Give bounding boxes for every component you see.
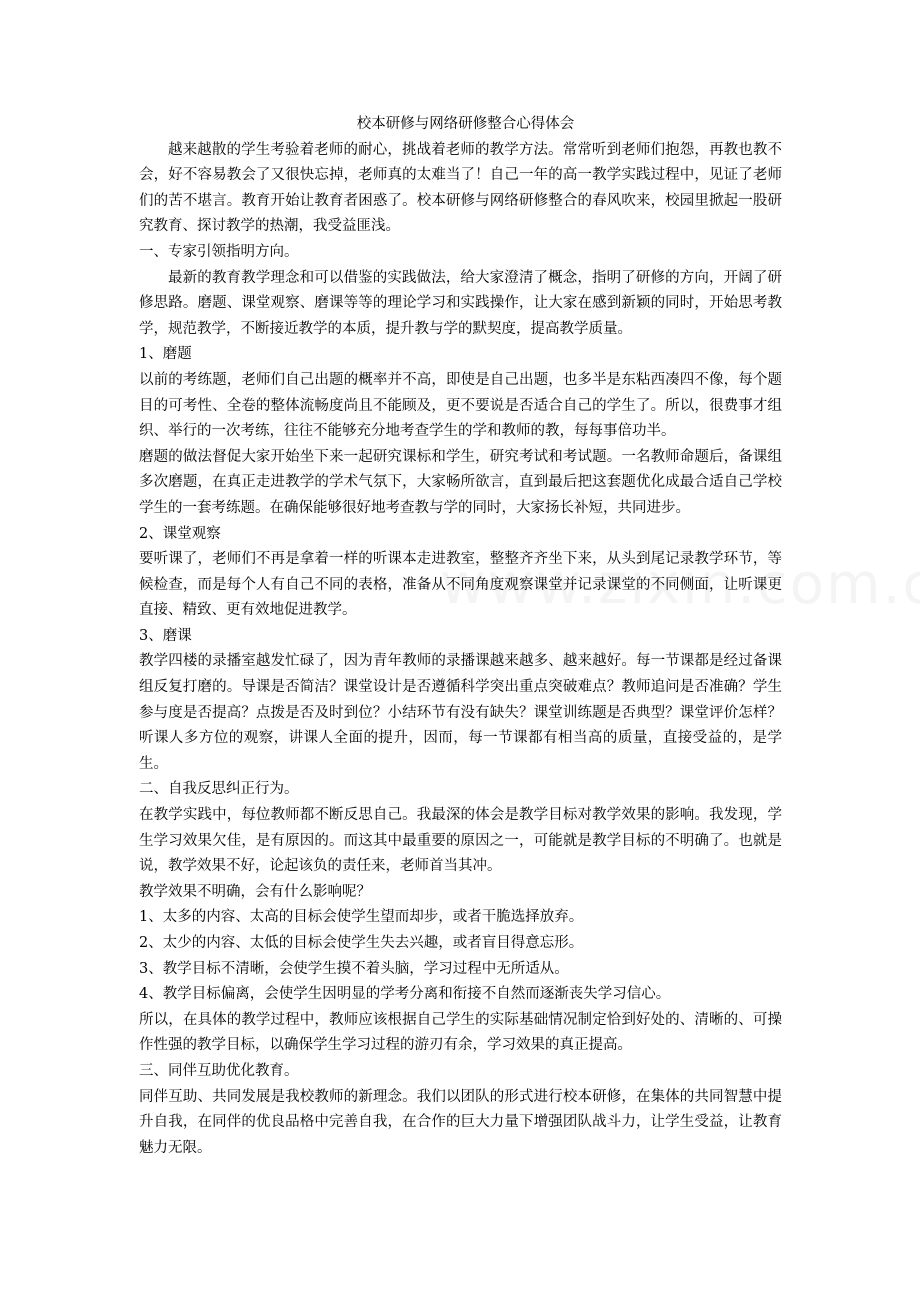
moti-paragraph-2: 磨题的做法督促大家开始坐下来一起研究课标和学生，研究考试和考试题。一名教师命题后，备课组多次磨题，在真正走进教学的学术气氛下，大家畅所欲言，直到最后把这套题优化成最合适自己学校学生的一套考练题。在确保能够很好地考查教与学的同时，大家扬长补短，共同进步。 [139,448,782,516]
document-body [139,112,782,1161]
list-item-2: 2、太少的内容、太低的目标会使学生失去兴趣，或者盲目得意忘形。 [139,935,584,951]
subheading-classroom-observation: 2、课堂观察 [139,525,221,542]
document-title: 校本研修与网络研修整合心得体会 [356,116,575,132]
list-item-1: 1、太多的内容、太高的目标会使学生望而却步，或者干脆选择放弃。 [139,909,584,926]
subheading-moti: 1、磨题 [139,346,192,363]
section-2-paragraph: 在教学实践中，每位教师都不断反思自己。我最深的体会是教学目标对教学效果的影响。我发现，学生学习效果欠佳，是有原因的。而这其中最重要的原因之一，可能就是教学目标的不明确了。也就是说，教学效果不好，论起该负的责任来，老师首当其冲。 [139,807,782,875]
section-1-paragraph: 最新的教育教学理念和可以借鉴的实践做法，给大家澄清了概念，指明了研修的方向，开阔了研修思路。磨题、课堂观察、磨课等等的理论学习和实践操作，让大家在感到新颖的同时，开始思考教学，规范教学，不断接近教学的本质，提升教与学的默契度，提高教学质量。 [139,269,782,337]
conclusion-paragraph: 所以，在具体的教学过程中，教师应该根据自己学生的实际基础情况制定恰到好处的、清晰的、可操作性强的教学目标，以确保学生学习过程的游刃有余，学习效果的真正提高。 [139,1011,782,1054]
intro-paragraph: 越来越散的学生考验着老师的耐心，挑战着老师的教学方法。常常听到老师们抱怨，再教也教不会，好不容易教会了又很快忘掉，老师真的太难当了！自己一年的高一教学实践过程中，见证了老师们的苦不堪言。教育开始让教育者困惑了。校本研修与网络研修整合的春风吹来，校园里掀起一股研究教育、探讨教学的热潮，我受益匪浅。 [139,141,782,235]
list-item-3: 3、教学目标不清晰，会使学生摸不着头脑，学习过程中无所适从。 [139,960,569,977]
moti-paragraph-1: 以前的考练题，老师们自己出题的概率并不高，即使是自己出题，也多半是东粘西凑四不像，每个题目的可考性、全卷的整体流畅度尚且不能顾及，更不要说是否适合自己的学生了。所以，很费事才组织、举行的一次考练，往往不能够充分地考查学生的学和教师的教，每每事倍功半。 [139,371,782,440]
moke-paragraph: 教学四楼的录播室越发忙碌了，因为青年教师的录播课越来越多、越来越好。每一节课都是经过备课组反复打磨的。导课是否简洁？课堂设计是否遵循科学突出重点突破难点？教师追问是否准确？学生参与度是否提高？点拨是否及时到位？小结环节有没有缺失？课堂训练题是否典型？课堂评价怎样？听课人多方位的观察，讲课人全面的提升，因而，每一节课都有相当高的质量，直接受益的，是学生。 [139,653,782,772]
question-line: 教学效果不明确，会有什么影响呢？ [139,883,371,900]
subheading-moke: 3、磨课 [139,627,192,644]
section-3-paragraph: 同伴互助、共同发展是我校教师的新理念。我们以团队的形式进行校本研修，在集体的共同智慧中提升自我，在同伴的优良品格中完善自我，在合作的巨大力量下增强团队战斗力，让学生受益，让教育魅力无限。 [139,1088,782,1156]
section-heading-3: 三、同伴互助优化教育。 [139,1062,299,1079]
list-item-4: 4、教学目标偏离，会使学生因明显的学考分离和衔接不自然而逐渐丧失学习信心。 [139,986,671,1003]
classroom-observation-paragraph: 要听课了，老师们不再是拿着一样的听课本走进教室，整整齐齐坐下来，从头到尾记录教学环节，等候检查，而是每个人有自己不同的表格，准备从不同角度观察课堂并记录课堂的不同侧面，让听课更直接、精致、更有效地促进教学。 [139,551,782,619]
section-heading-1: 一、专家引领指明方向。 [139,243,299,260]
section-heading-2: 二、自我反思纠正行为。 [139,781,299,798]
